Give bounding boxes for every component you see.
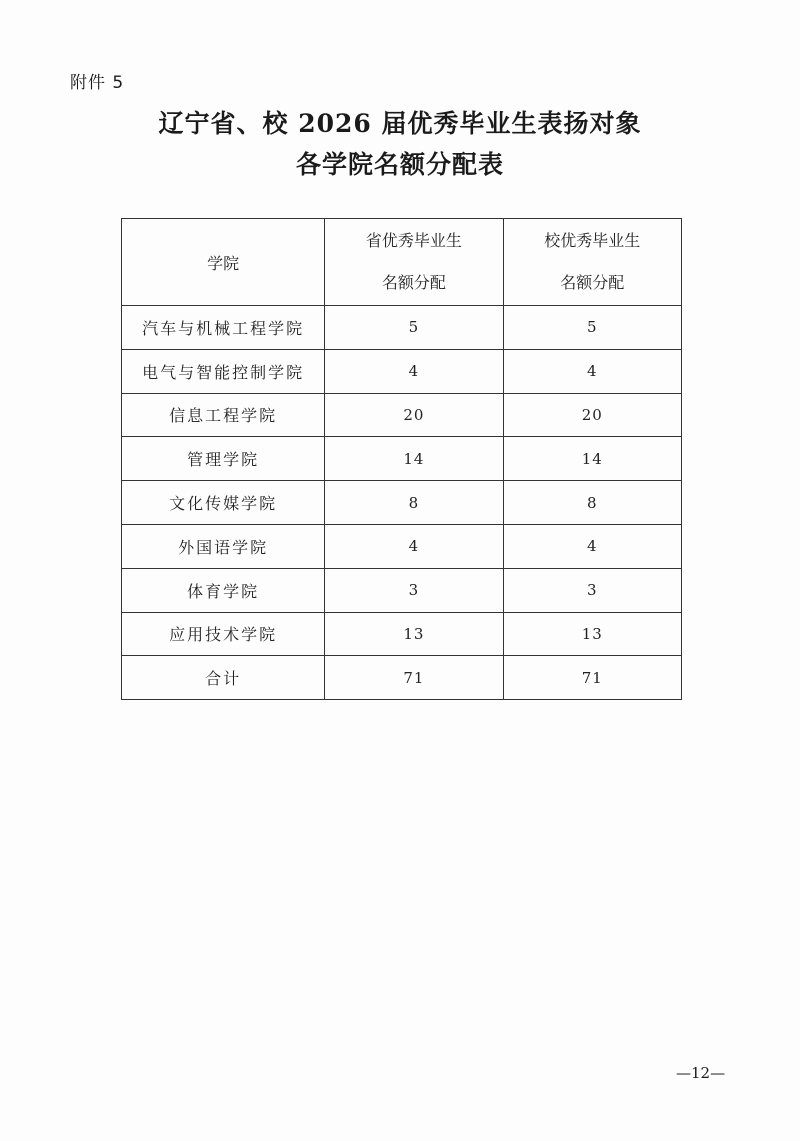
provincial-quota-cell: 4	[325, 349, 503, 393]
provincial-quota-cell: 8	[325, 481, 503, 525]
document-title-line-1: 辽宁省、校 2026 届优秀毕业生表扬对象	[158, 109, 642, 138]
total-label-cell: 合计	[122, 656, 325, 700]
college-cell: 文化传媒学院	[122, 481, 325, 525]
header-college	[122, 219, 325, 306]
table-row	[122, 612, 682, 656]
table-row	[122, 393, 682, 437]
college-cell: 管理学院	[122, 437, 325, 481]
school-quota-cell: 4	[503, 349, 681, 393]
college-cell: 外国语学院	[122, 524, 325, 568]
college-cell: 电气与智能控制学院	[122, 349, 325, 393]
header-school-line-2: 名额分配	[560, 273, 625, 292]
provincial-quota-cell: 4	[325, 524, 503, 568]
header-provincial-line-1: 省优秀毕业生	[365, 231, 462, 250]
provincial-quota-cell: 5	[325, 306, 503, 350]
header-school	[503, 219, 681, 306]
college-cell: 信息工程学院	[122, 393, 325, 437]
school-quota-cell: 4	[503, 524, 681, 568]
header-provincial-line-2: 名额分配	[381, 273, 446, 292]
college-cell: 体育学院	[122, 568, 325, 612]
document-title-line-2: 各学院名额分配表	[295, 150, 504, 179]
table-row	[122, 481, 682, 525]
school-total-cell: 71	[503, 656, 681, 700]
school-quota-cell: 20	[503, 393, 681, 437]
table-row	[122, 306, 682, 350]
table-header-row	[122, 219, 682, 306]
header-school-line-1: 校优秀毕业生	[544, 231, 641, 250]
school-quota-cell: 8	[503, 481, 681, 525]
table-row	[122, 568, 682, 612]
provincial-quota-cell: 3	[325, 568, 503, 612]
provincial-total-cell: 71	[325, 656, 503, 700]
table-row	[122, 437, 682, 481]
attachment-label: 附件 5	[70, 73, 125, 93]
provincial-quota-cell: 20	[325, 393, 503, 437]
header-provincial	[325, 219, 503, 306]
header-college-label: 学院	[207, 253, 240, 273]
provincial-quota-cell: 14	[325, 437, 503, 481]
school-quota-cell: 14	[503, 437, 681, 481]
college-cell: 汽车与机械工程学院	[122, 306, 325, 350]
page-number: —12—	[676, 1064, 726, 1082]
school-quota-cell: 5	[503, 306, 681, 350]
table-total-row	[122, 656, 682, 700]
table-row	[122, 524, 682, 568]
college-cell: 应用技术学院	[122, 612, 325, 656]
provincial-quota-cell: 13	[325, 612, 503, 656]
quota-table	[121, 218, 682, 700]
school-quota-cell: 3	[503, 568, 681, 612]
school-quota-cell: 13	[503, 612, 681, 656]
table-row	[122, 349, 682, 393]
